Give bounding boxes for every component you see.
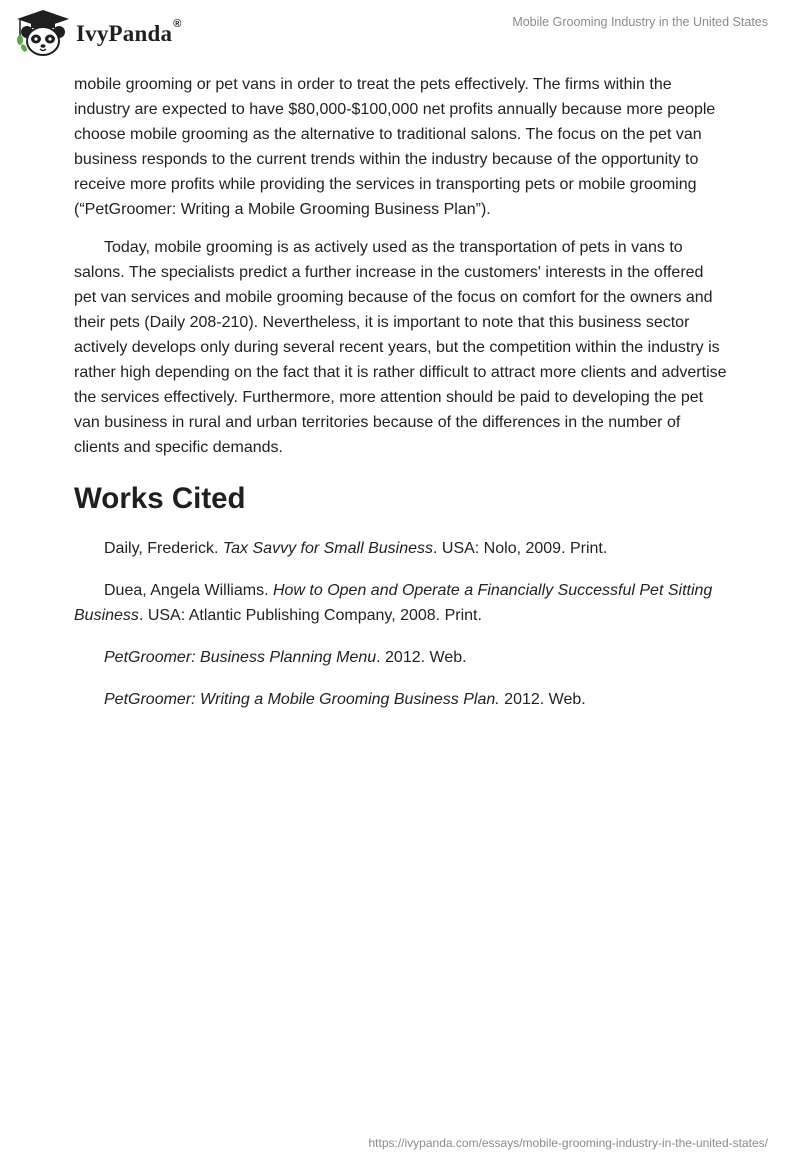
citation-petgroomer-menu: PetGroomer: Business Planning Menu. 2012. Web. <box>104 649 467 666</box>
registered-mark: ® <box>173 18 182 30</box>
citation-duea: Duea, Angela Williams. How to Open and Operate a Financially Successful Pet Sitting Business. USA: Atlantic Publishing Company, 2008. Print. <box>74 582 713 624</box>
citation-title: PetGroomer: Business Planning Menu <box>104 649 377 666</box>
essay-content <box>74 72 728 729</box>
panda-graduate-icon <box>14 8 72 58</box>
citation-title: PetGroomer: Writing a Mobile Grooming Business Plan. <box>104 691 500 708</box>
works-cited-heading: Works Cited <box>74 482 246 515</box>
paragraph-today: Today, mobile grooming is as actively used as the transportation of pets in vans to salons. The specialists predict a further increase in the customers' interests in the offered pet van services and mobile grooming because of the focus on comfort for the owners and their pets (Daily 208-210). Nevertheless, it is important to note that this business sector actively develops only during several recent years, but the competition within the industry is rather high depending on the fact that it is rather difficult to attract more clients and advertise the services effectively. Furthermore, more attention should be paid to developing the pet van business in rural and urban territories because of the differences in the number of clients and specific demands. <box>74 239 727 456</box>
citation-title: Tax Savvy for Small Business <box>222 540 433 557</box>
page-header <box>0 0 800 64</box>
citation-petgroomer-plan: PetGroomer: Writing a Mobile Grooming Business Plan. 2012. Web. <box>104 691 586 708</box>
citation-title: How to Open and Operate a Financially Successful Pet Sitting Business <box>74 582 713 624</box>
paragraph-continued: mobile grooming or pet vans in order to treat the pets effectively. The firms within the industry are expected to have $80,000-$100,000 net profits annually because more people choose mobile grooming as the alternative to traditional salons. The focus on the pet van business responds to the current trends within the industry because of the opportunity to receive more profits while providing the services in transporting pets or mobile grooming (“PetGroomer: Writing a Mobile Grooming Business Plan”). <box>74 76 716 218</box>
document-title: Mobile Grooming Industry in the United States <box>512 15 768 29</box>
source-url[interactable]: https://ivypanda.com/essays/mobile-grooming-industry-in-the-united-states/ <box>368 1136 768 1150</box>
ivypanda-logo[interactable] <box>14 8 182 58</box>
citation-daily: Daily, Frederick. Tax Savvy for Small Business. USA: Nolo, 2009. Print. <box>104 540 608 557</box>
logo-wordmark: IvyPanda® <box>76 18 182 46</box>
